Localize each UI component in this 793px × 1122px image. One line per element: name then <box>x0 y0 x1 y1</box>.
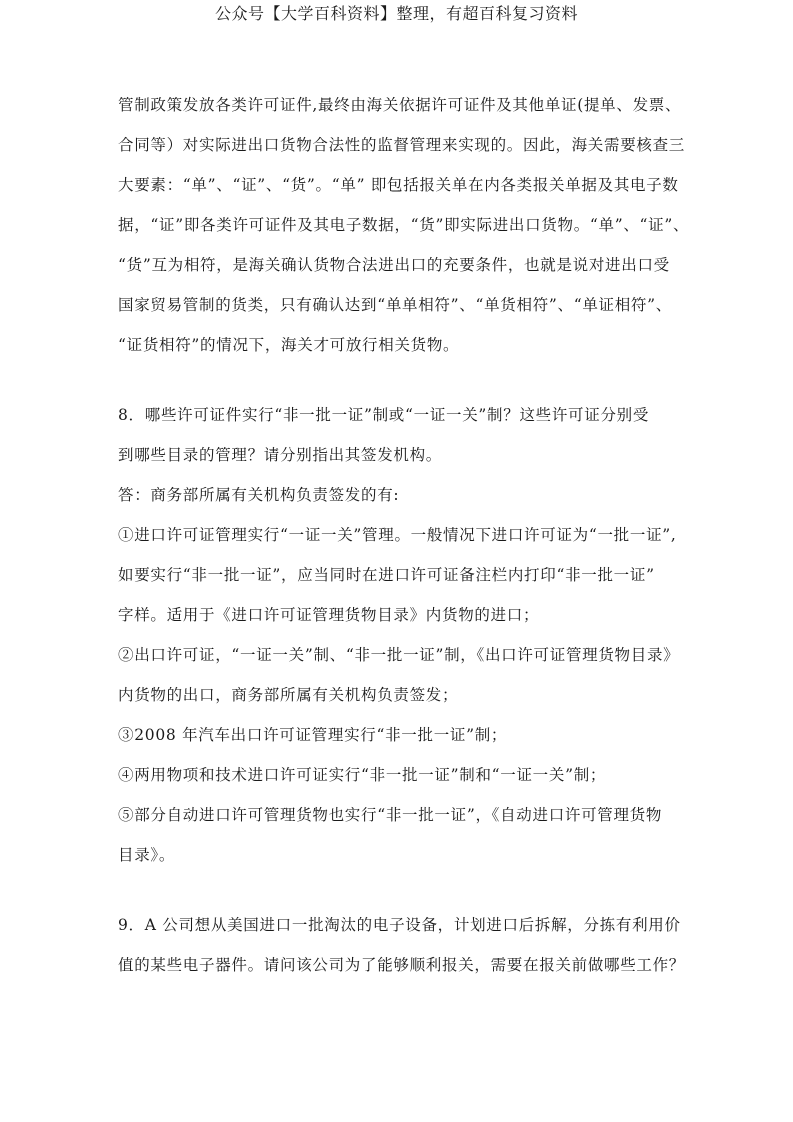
text-line: 管制政策发放各类许可证件,最终由海关依据许可证件及其他单证(提单、发票、 <box>118 96 682 114</box>
answer-item-2: ②出口许可证，“一证一关”制、“非一批一证”制，《出口许可证管理货物目录》 <box>118 646 680 664</box>
page-header: 公众号【大学百科资料】整理，有超百科复习资料 <box>214 4 578 23</box>
answer-item-1: 如要实行“非一批一证”，应当同时在进口许可证备注栏内打印“非一批一证” <box>118 566 655 584</box>
text-line: 合同等）对实际进出口货物合法性的监督管理来实现的。因此，海关需要核查三 <box>118 136 686 154</box>
question-9-line: 9．A 公司想从美国进口一批淘汰的电子设备，计划进口后拆解，分拣有利用价 <box>118 916 681 934</box>
text-line: 据，“证”即各类许可证件及其电子数据，“货”即实际进出口货物。“单”、“证”、 <box>118 216 690 234</box>
answer-item-2: 内货物的出口，商务部所属有关机构负责签发； <box>118 686 459 704</box>
answer-item-1: 字样。适用于《进口许可证管理货物目录》内货物的进口； <box>118 606 540 624</box>
answer-item-5: ⑤部分自动进口许可管理货物也实行“非一批一证”，《自动进口许可管理货物 <box>118 806 663 824</box>
answer-intro: 答：商务部所属有关机构负责签发的有: <box>118 486 400 504</box>
paragraph-customs-supervision <box>118 85 690 365</box>
text-line: “货”互为相符，是海关确认货物合法进出口的充要条件，也就是说对进出口受 <box>118 256 670 274</box>
question-8-block <box>118 395 678 875</box>
document-body <box>118 85 690 985</box>
answer-item-3: ③2008 年汽车出口许可证管理实行“非一批一证”制； <box>118 726 508 744</box>
answer-item-4: ④两用物项和技术进口许可证实行“非一批一证”制和“一证一关”制； <box>118 766 607 784</box>
answer-item-1: ①进口许可证管理实行“一证一关”管理。一般情况下进口许可证为“一批一证”, <box>118 526 677 544</box>
text-line: “证货相符”的情况下，海关才可放行相关货物。 <box>118 336 460 354</box>
question-8-line: 到哪些目录的管理？请分别指出其签发机构。 <box>118 446 443 464</box>
question-8-line: 8．哪些许可证件实行“非一批一证”制或“一证一关”制？这些许可证分别受 <box>118 406 650 424</box>
text-line: 国家贸易管制的货类，只有确认达到“单单相符”、“单货相符”、“单证相符”、 <box>118 296 672 314</box>
question-9-line: 值的某些电子器件。请问该公司为了能够顺利报关，需要在报关前做哪些工作？ <box>118 956 686 974</box>
answer-item-5: 目录》。 <box>118 846 176 864</box>
text-line: 大要素：“单”、“证”、“货”。“单” 即包括报关单在内各类报关单据及其电子数 <box>118 176 679 194</box>
question-9-block <box>118 905 686 985</box>
